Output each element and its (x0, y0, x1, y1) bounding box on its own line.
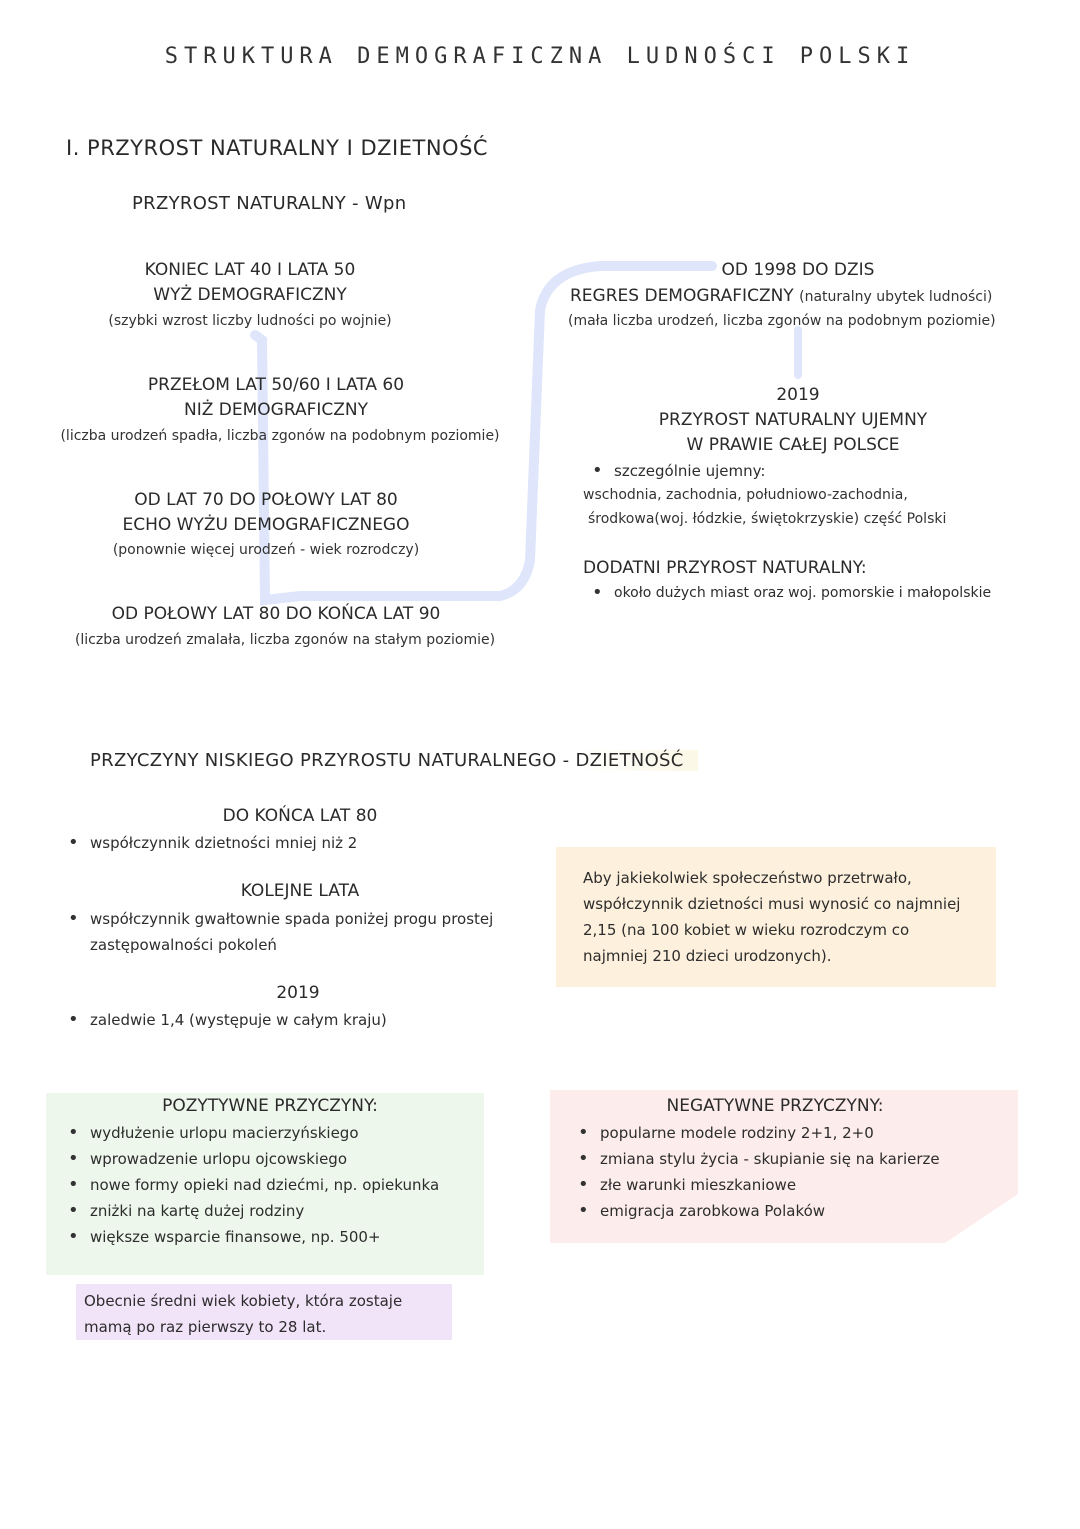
timeline-note: (szybki wzrost liczby ludności po wojnie) (108, 313, 392, 329)
list-item: • większe wsparcie finansowe, np. 500+ (64, 1224, 474, 1250)
period-heading-3: 2019 (276, 983, 320, 1003)
negative-growth-list (588, 458, 988, 484)
positive-causes-list (64, 1120, 474, 1250)
section2-heading (90, 750, 698, 771)
timeline-period: OD LAT 70 DO POŁOWY LAT 80 (134, 490, 398, 510)
section2-heading-text: PRZYCZYNY NISKIEGO PRZYROSTU NATURALNEGO - DZIETNOŚĆ (90, 750, 698, 771)
positive-causes-heading: POZYTYWNE PRZYCZYNY: (162, 1096, 378, 1116)
list-item: • emigracja zarobkowa Polaków (574, 1198, 1014, 1224)
info-line: najmniej 210 dzieci urodzonych). (583, 947, 832, 965)
period-list-3 (64, 1007, 524, 1033)
timeline-right-year-line1: PRZYROST NATURALNY UJEMNY (658, 410, 928, 430)
list-item: • zaledwie 1,4 (występuje w całym kraju) (64, 1007, 524, 1033)
list-item: • popularne modele rodziny 2+1, 2+0 (574, 1120, 1014, 1146)
timeline-item-1 (60, 258, 440, 308)
note-line: Obecnie średni wiek kobiety, która zostaje (84, 1292, 403, 1310)
timeline-period-4: OD POŁOWY LAT 80 DO KOŃCA LAT 90 (111, 604, 441, 624)
list-item: • około dużych miast oraz woj. pomorskie i małopolskie (588, 580, 1068, 606)
list-item: • wprowadzenie urlopu ojcowskiego (64, 1146, 474, 1172)
timeline-note: (ponownie więcej urodzeń - wiek rozrodczy) (112, 542, 420, 558)
section1-heading: I. PRZYROST NATURALNY I DZIETNOŚĆ (66, 136, 489, 160)
info-line: współczynnik dzietności musi wynosić co najmniej (583, 895, 961, 913)
list-item: • złe warunki mieszkaniowe (574, 1172, 1014, 1198)
info-box (556, 847, 996, 987)
timeline-right-name-note: (naturalny ubytek ludności) (799, 289, 993, 305)
timeline-name: ECHO WYŻU DEMOGRAFICZNEGO (122, 515, 410, 535)
timeline-name: WYŻ DEMOGRAFICZNY (153, 285, 347, 305)
page-title: STRUKTURA DEMOGRAFICZNA LUDNOŚCI POLSKI (164, 44, 916, 69)
section1-subheading: PRZYROST NATURALNY - Wpn (132, 193, 407, 214)
timeline-name: NIŻ DEMOGRAFICZNY (184, 400, 368, 420)
info-line: Aby jakiekolwiek społeczeństwo przetrwało, (583, 869, 912, 887)
timeline-item-3 (66, 488, 466, 538)
timeline-right-year-line2: W PRAWIE CAŁEJ POLSCE (686, 435, 900, 455)
list-item: • współczynnik dzietności mniej niż 2 (64, 830, 524, 856)
negative-regions-line2: środkowa(woj. łódzkie, świętokrzyskie) część Polski (588, 511, 947, 527)
negative-causes-heading: NEGATYWNE PRZYCZYNY: (666, 1096, 884, 1116)
period-list-2 (64, 906, 534, 932)
timeline-period: PRZEŁOM LAT 50/60 I LATA 60 (147, 375, 405, 395)
list-item: • nowe formy opieki nad dziećmi, np. opiekunka (64, 1172, 474, 1198)
negative-causes-list (574, 1120, 1014, 1224)
timeline-note: (liczba urodzeń zmalała, liczba zgonów na stałym poziomie) (74, 632, 496, 648)
period-list-1 (64, 830, 524, 856)
timeline-note: (liczba urodzeń spadła, liczba zgonów na podobnym poziomie) (60, 428, 500, 444)
note-line: mamą po raz pierwszy to 28 lat. (84, 1318, 327, 1336)
positive-growth-heading: DODATNI PRZYROST NATURALNY: (583, 558, 867, 578)
list-item: • zmiana stylu życia - skupianie się na karierze (574, 1146, 1014, 1172)
info-line: 2,15 (na 100 kobiet w wieku rozrodczym co (583, 921, 910, 939)
list-item: • zniżki na kartę dużej rodziny (64, 1198, 474, 1224)
timeline-item-2 (76, 373, 476, 423)
period-heading-2: KOLEJNE LATA (240, 881, 360, 901)
list-item: • współczynnik gwałtownie spada poniżej progu prostej (64, 906, 534, 932)
list-item: • szczególnie ujemny: (588, 458, 988, 484)
timeline-right-note: (mała liczba urodzeń, liczba zgonów na podobnym poziomie) (568, 313, 996, 329)
timeline-right-period: OD 1998 DO DZIS (721, 260, 875, 280)
timeline-right-year: 2019 (776, 385, 820, 405)
mother-age-note (76, 1284, 452, 1340)
positive-growth-list (588, 580, 1068, 606)
timeline-period: KONIEC LAT 40 I LATA 50 (144, 260, 356, 280)
negative-regions-line1: wschodnia, zachodnia, południowo-zachodnia, (583, 487, 908, 503)
timeline-right-name-row (570, 284, 1050, 309)
timeline-right-name: REGRES DEMOGRAFICZNY (570, 286, 794, 306)
period-list-2-cont: zastępowalności pokoleń (90, 936, 277, 954)
list-item: • wydłużenie urlopu macierzyńskiego (64, 1120, 474, 1146)
period-heading-1: DO KOŃCA LAT 80 (222, 806, 378, 826)
